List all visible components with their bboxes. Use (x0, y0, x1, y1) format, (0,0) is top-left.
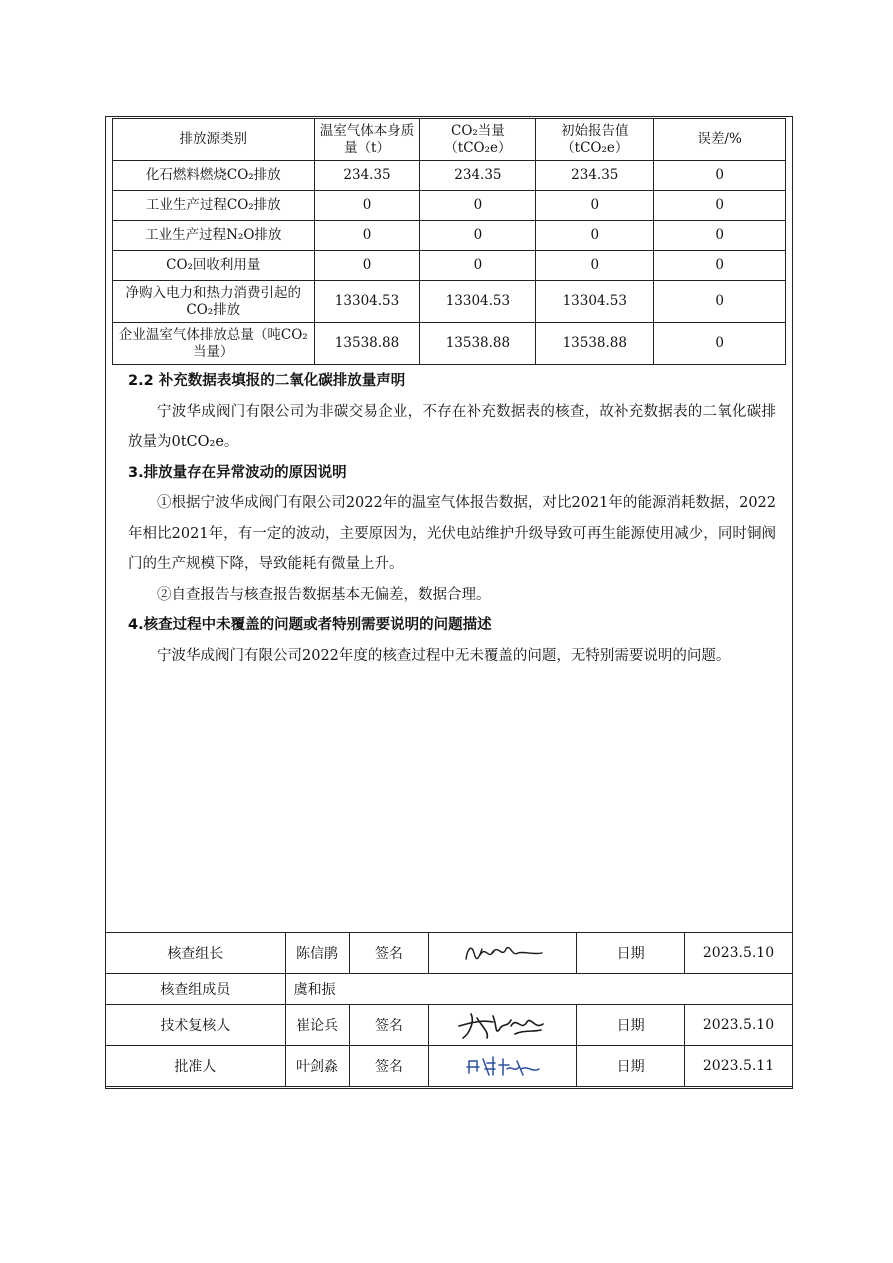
approver-name: 叶剑淼 (285, 1046, 349, 1087)
section-3-title: 3.排放量存在异常波动的原因说明 (128, 464, 347, 481)
sign-label: 签名 (349, 1005, 429, 1046)
header-mass: 温室气体本身质量（t） (314, 119, 420, 161)
sign-label: 签名 (349, 1046, 429, 1087)
date-label: 日期 (577, 1005, 685, 1046)
section-2-2-title: 2.2 补充数据表填报的二氧化碳排放量声明 (128, 373, 406, 389)
cell-category: CO₂回收利用量 (113, 251, 315, 281)
cell-initial: 0 (536, 251, 654, 281)
cell-co2e: 0 (420, 251, 536, 281)
section-3-paragraph-1: ①根据宁波华成阀门有限公司2022年的温室气体报告数据，对比2021年的能源消耗数据，2022年相比2021年，有一定的波动，主要原因为，光伏电站维护升级导致可再生能源使用减少，同时铜阀门的生产规模下降，导致能耗有微量上升。 (128, 495, 776, 572)
handwritten-signature-icon (453, 1008, 553, 1042)
signoff-row-leader (106, 933, 793, 974)
cell-co2e: 13538.88 (420, 323, 536, 365)
table-row (113, 191, 786, 221)
cell-initial: 0 (536, 191, 654, 221)
leader-name: 陈信鹃 (285, 933, 349, 974)
section-4-title: 4.核查过程中未覆盖的问题或者特别需要说明的问题描述 (128, 617, 492, 633)
leader-date: 2023.5.10 (685, 933, 793, 974)
cell-mass: 234.35 (314, 161, 420, 191)
date-label: 日期 (577, 1046, 685, 1087)
header-error: 误差/% (654, 119, 786, 161)
handwritten-signature-icon (463, 1053, 543, 1079)
cell-co2e: 0 (420, 221, 536, 251)
signoff-table (105, 932, 793, 1087)
leader-label: 核查组长 (106, 933, 286, 974)
reviewer-signature (429, 1005, 577, 1046)
cell-error: 0 (654, 191, 786, 221)
cell-category: 化石燃料燃烧CO₂排放 (113, 161, 315, 191)
handwritten-signature-icon (458, 939, 548, 967)
cell-initial: 0 (536, 221, 654, 251)
cell-mass: 13304.53 (314, 281, 420, 323)
reviewer-name: 崔论兵 (285, 1005, 349, 1046)
cell-category: 企业温室气体排放总量（吨CO₂当量） (113, 323, 315, 365)
table-row (113, 281, 786, 323)
cell-co2e: 0 (420, 191, 536, 221)
approver-date: 2023.5.11 (685, 1046, 793, 1087)
header-co2e: CO₂当量（tCO₂e） (420, 119, 536, 161)
signoff-row-approver (106, 1046, 793, 1087)
cell-error: 0 (654, 161, 786, 191)
table-row (113, 251, 786, 281)
cell-mass: 0 (314, 221, 420, 251)
header-category: 排放源类别 (113, 119, 315, 161)
approver-signature (429, 1046, 577, 1087)
sign-label: 签名 (349, 933, 429, 974)
cell-category: 工业生产过程CO₂排放 (113, 191, 315, 221)
date-label: 日期 (577, 933, 685, 974)
emission-table (112, 118, 786, 365)
section-4-text: 宁波华成阀门有限公司2022年度的核查过程中无未覆盖的问题，无特别需要说明的问题。 (157, 647, 731, 664)
cell-initial: 13538.88 (536, 323, 654, 365)
reviewer-label: 技术复核人 (106, 1005, 286, 1046)
table-row (113, 221, 786, 251)
leader-signature (429, 933, 577, 974)
cell-mass: 0 (314, 251, 420, 281)
member-name: 虞和振 (285, 974, 792, 1005)
table-header-row (113, 119, 786, 161)
cell-co2e: 13304.53 (420, 281, 536, 323)
cell-category: 净购入电力和热力消费引起的CO₂排放 (113, 281, 315, 323)
cell-initial: 13304.53 (536, 281, 654, 323)
approver-label: 批准人 (106, 1046, 286, 1087)
table-row (113, 161, 786, 191)
cell-co2e: 234.35 (420, 161, 536, 191)
reviewer-date: 2023.5.10 (685, 1005, 793, 1046)
cell-mass: 0 (314, 191, 420, 221)
cell-error: 0 (654, 251, 786, 281)
section-3-paragraph-2: ②自查报告与核查报告数据基本无偏差，数据合理。 (157, 586, 491, 603)
cell-initial: 234.35 (536, 161, 654, 191)
section-2-2-text: 宁波华成阀门有限公司为非碳交易企业，不存在补充数据表的核查，故补充数据表的二氧化碳排放量为0tCO₂e。 (128, 403, 776, 450)
cell-mass: 13538.88 (314, 323, 420, 365)
cell-error: 0 (654, 221, 786, 251)
member-label: 核查组成员 (106, 974, 286, 1005)
cell-category: 工业生产过程N₂O排放 (113, 221, 315, 251)
cell-error: 0 (654, 281, 786, 323)
header-initial: 初始报告值（tCO₂e） (536, 119, 654, 161)
table-row-total (113, 323, 786, 365)
cell-error: 0 (654, 323, 786, 365)
signoff-row-reviewer (106, 1005, 793, 1046)
body-text (128, 366, 776, 671)
signoff-row-member (106, 974, 793, 1005)
